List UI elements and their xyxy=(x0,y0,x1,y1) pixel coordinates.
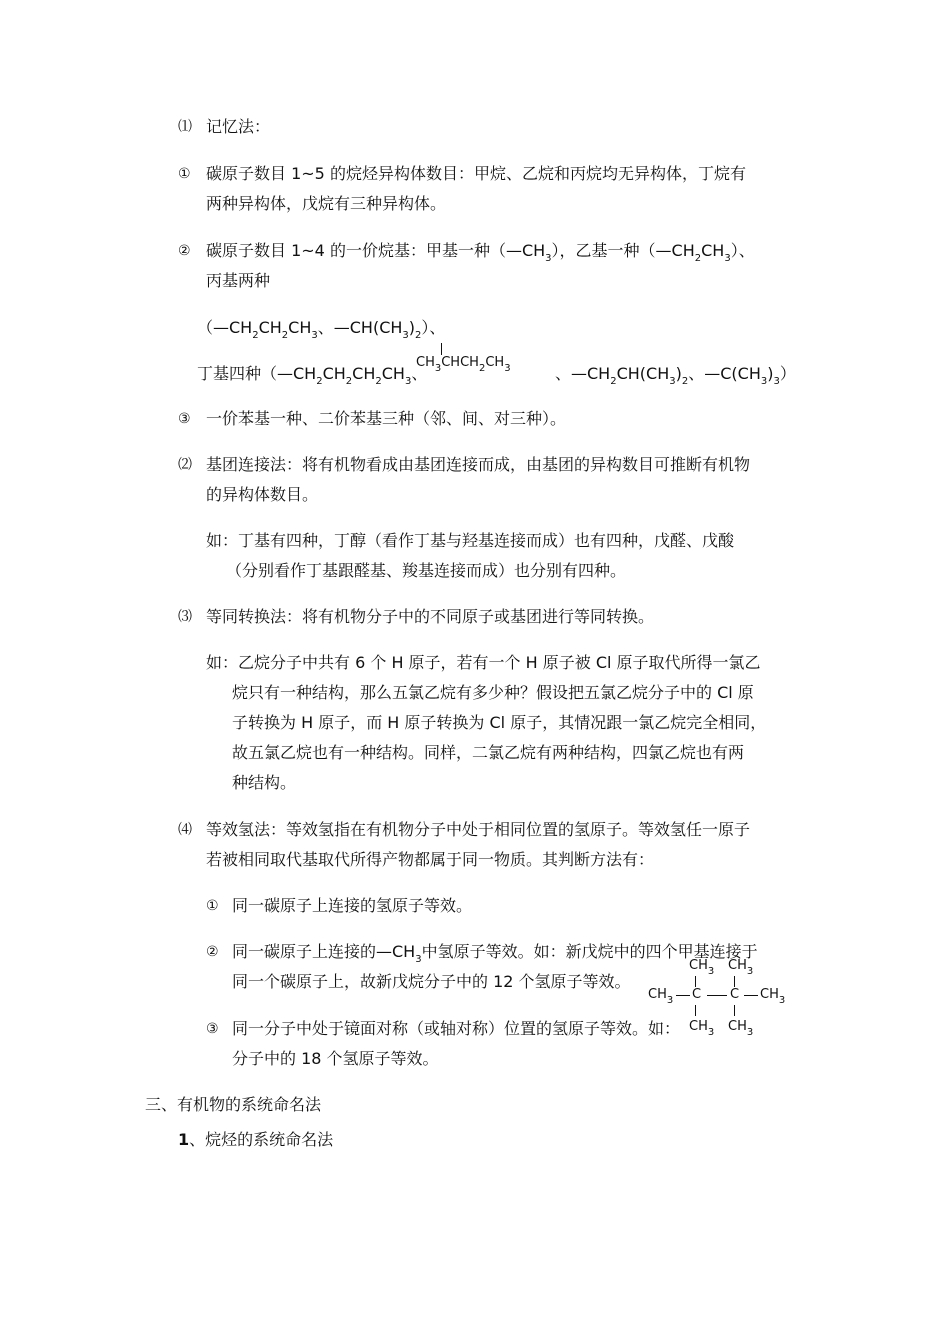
sec-butyl-formula: $CH_3CHCH_2CH_3$ xyxy=(416,355,511,374)
paragraph-line: 同一个碳原子上，故新戊烷分子中的 12 个氢原子等效。 xyxy=(232,972,631,991)
bond-line xyxy=(676,995,690,996)
example-line: 子转换为 H 原子，而 H 原子转换为 Cl 原子，其情况跟一氯乙烷完全相同， xyxy=(232,713,767,732)
example-line: 烷只有一种结构，那么五氯乙烷有多少种？假设把五氯乙烷分子中的 Cl 原 xyxy=(232,683,754,702)
carbon-atom: C xyxy=(730,987,740,1002)
paragraph-line: 两种异构体，戊烷有三种异构体。 xyxy=(206,194,447,213)
bond-line xyxy=(695,976,696,987)
item-marker: ③ xyxy=(178,411,191,427)
bond-line xyxy=(734,1005,735,1016)
methyl-mid-right: $CH_3$ xyxy=(760,987,786,1006)
paragraph-line: 碳原子数目 1~4 的一价烷基：甲基一种$(—CH_3)$，乙基一种$(—CH_2CH_3)$、 xyxy=(206,241,755,264)
bond-line xyxy=(744,995,758,996)
paragraph-line: 的异构体数目。 xyxy=(206,485,319,504)
paragraph-line: 分子中的 18 个氢原子等效。 xyxy=(232,1049,439,1068)
bond-line xyxy=(734,976,735,987)
paragraph-line: 碳原子数目 1~5 的烷烃异构体数目：甲烷、乙烷和丙烷均无异构体，丁烷有 xyxy=(206,164,746,183)
item-marker: ⑵ xyxy=(178,457,192,473)
item-marker: ① xyxy=(206,898,219,914)
example-line: （分别看作丁基跟醛基、羧基连接而成）也分别有四种。 xyxy=(226,561,627,580)
example-line: 故五氯乙烷也有一种结构。同样，二氯乙烷有两种结构，四氯乙烷也有两 xyxy=(232,743,745,762)
carbon-atom: C xyxy=(692,987,702,1002)
item-marker: ⑷ xyxy=(178,822,192,838)
item-marker: ③ xyxy=(206,1021,219,1037)
paragraph-line: 同一碳原子上连接的$—CH_3$中氢原子等效。如：新戊烷中的四个甲基连接于 xyxy=(232,942,758,965)
example-line: 种结构。 xyxy=(232,773,297,792)
example-line: 如：丁基有四种，丁醇（看作丁基与羟基连接而成）也有四种，戊醛、戊酸 xyxy=(206,531,735,550)
item-marker: ② xyxy=(178,243,191,259)
section-heading: 三、有机物的系统命名法 xyxy=(145,1095,322,1114)
paragraph-line: 同一分子中处于镜面对称（或轴对称）位置的氢原子等效。如： xyxy=(232,1019,681,1038)
methyl-bottom-right: $CH_3$ xyxy=(728,1019,754,1038)
paragraph-line: 记忆法： xyxy=(206,117,271,136)
example-line: 如：乙烷分子中共有 6 个 H 原子，若有一个 H 原子被 Cl 原子取代所得一氯乙 xyxy=(206,653,761,672)
butyl-formula-rest: 、$—CH_2CH(CH_3)_2$、$—C(CH_3)_3$） xyxy=(555,364,796,387)
butyl-formula: 丁基四种（$—CH_2CH_2CH_2CH_3$、 xyxy=(197,364,428,387)
item-marker: ⑶ xyxy=(178,609,192,625)
methyl-top-right: $CH_3$ xyxy=(728,958,754,977)
bond-line xyxy=(707,995,727,996)
bond-line xyxy=(441,343,442,355)
paragraph-line: 等效氢法：等效氢指在有机物分子中处于相同位置的氢原子。等效氢任一原子 xyxy=(206,820,751,839)
paragraph-line: 丙基两种 xyxy=(206,271,271,290)
propyl-formula: （$—CH_2CH_2CH_3$、$—CH(CH_3)_2$）、 xyxy=(197,318,446,341)
bond-line xyxy=(695,1005,696,1016)
paragraph-line: 同一碳原子上连接的氢原子等效。 xyxy=(232,896,473,915)
paragraph-line: 基团连接法：将有机物看成由基团连接而成，由基团的异构数目可推断有机物 xyxy=(206,455,751,474)
methyl-mid-left: $CH_3$ xyxy=(648,987,674,1006)
paragraph-line: 一价苯基一种、二价苯基三种（邻、间、对三种）。 xyxy=(206,409,567,428)
paragraph-line: 等同转换法：将有机物分子中的不同原子或基团进行等同转换。 xyxy=(206,607,655,626)
item-marker: ① xyxy=(178,166,191,182)
paragraph-line: 若被相同取代基取代所得产物都属于同一物质。其判断方法有： xyxy=(206,850,655,869)
item-marker: ② xyxy=(206,944,219,960)
item-marker: ⑴ xyxy=(178,119,192,135)
subsection-heading: 1、烷烃的系统命名法 xyxy=(178,1130,334,1149)
methyl-top-left: $CH_3$ xyxy=(689,958,715,977)
methyl-bottom-left: $CH_3$ xyxy=(689,1019,715,1038)
